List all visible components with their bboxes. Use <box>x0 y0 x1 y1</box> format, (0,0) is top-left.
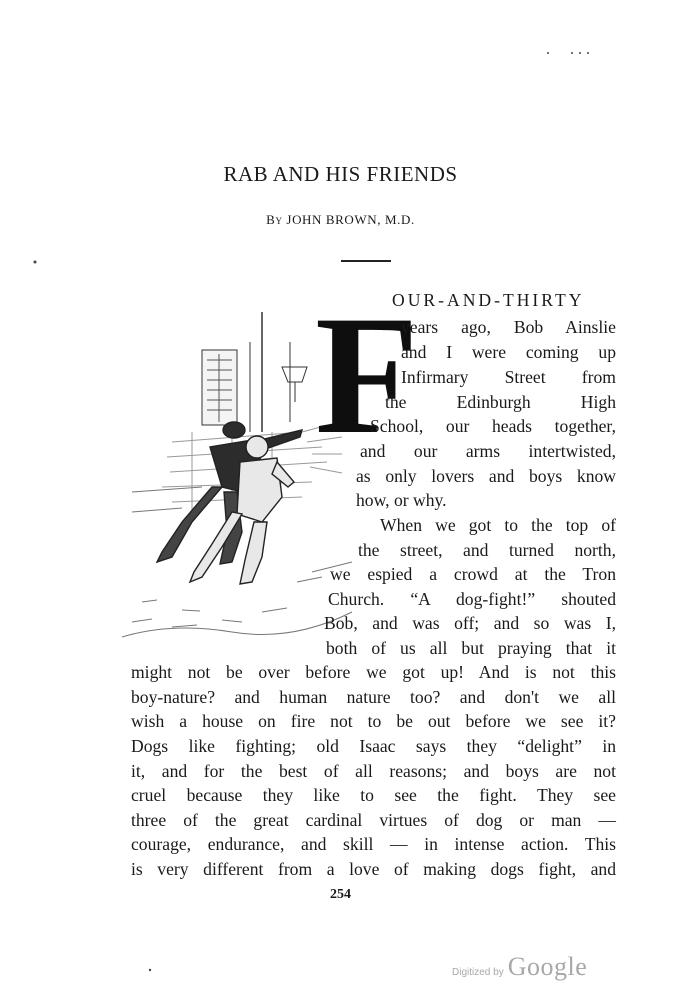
text-line: School, our heads together, <box>370 416 616 436</box>
text-line: Church. “A dog-fight!” shouted <box>328 589 616 609</box>
title-rule <box>341 260 391 262</box>
text-line: and I were coming up <box>401 342 616 362</box>
chapter-title: RAB AND HIS FRIENDS <box>223 162 458 186</box>
text-line: years ago, Bob Ainslie <box>401 317 616 337</box>
text-line: three of the great cardinal virtues of dog or man — <box>131 810 616 830</box>
byline-author: JOHN BROWN, M.D. <box>286 212 415 227</box>
text-line: wish a house on fire not to be out before we see it? <box>131 711 616 731</box>
text-line: Dogs like fighting; old Isaac says they “delight” in <box>131 736 616 756</box>
text-line: the Edinburgh High <box>385 392 616 412</box>
digitized-watermark <box>452 952 587 982</box>
text-line: both of us all but praying that it <box>326 638 616 658</box>
page-number: 254 <box>330 887 351 902</box>
text-line: it, and for the best of all reasons; and boys are not <box>131 761 616 781</box>
text-line: When we got to the top of <box>380 515 616 535</box>
drop-cap: F <box>315 281 419 469</box>
text-line: we espied a crowd at the Tron <box>330 564 616 584</box>
text-line: Bob, and was off; and so was I, <box>324 613 616 633</box>
text-line: is very different from a love of making dogs fight, and <box>131 859 616 879</box>
byline-by: By <box>266 212 283 227</box>
text-line: boy-nature? and human nature too? and don't we all <box>131 687 616 707</box>
watermark-brand: Google <box>507 952 588 981</box>
text-line: as only lovers and boys know <box>356 466 616 486</box>
text-line: cruel because they like to see the fight. They see <box>131 785 616 805</box>
text-line: courage, endurance, and skill — in intense action. This <box>131 834 616 854</box>
watermark-prefix: Digitized by <box>452 967 504 978</box>
text-line: OUR-AND-THIRTY <box>392 290 585 310</box>
text-line: how, or why. <box>356 490 447 510</box>
text-line: and our arms intertwisted, <box>360 441 616 461</box>
text-line: Infirmary Street from <box>401 367 616 387</box>
text-line: the street, and turned north, <box>358 540 616 560</box>
byline <box>0 212 681 228</box>
text-line: might not be over before we got up! And is not this <box>131 662 616 682</box>
